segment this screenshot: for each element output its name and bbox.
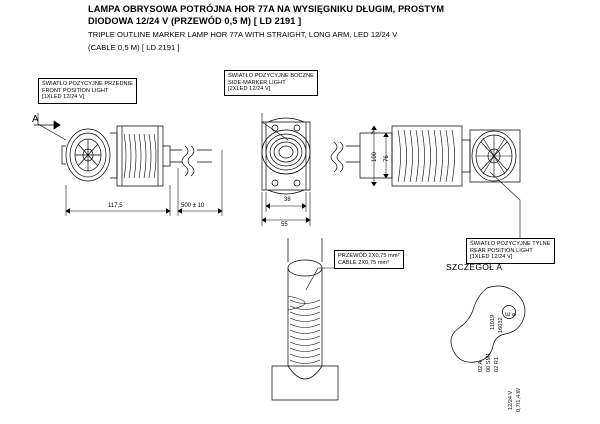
callout-side-line3: [2XLED 12/24 V]	[228, 86, 271, 93]
dimension-label-100: 100	[372, 151, 378, 162]
title-main-line1: LAMPA OBRYSOWA POTRÓJNA HOR 77A NA WYSIĘGNIKU DŁUGIM, PROSTYM	[88, 4, 445, 14]
title-sub-line1: TRIPLE OUTLINE MARKER LAMP HOR 77A WITH STRAIGHT, LONG ARM, LED 12/24 V	[88, 30, 398, 39]
marking-voltage: 12/24 V	[508, 390, 514, 410]
callout-front-position-light	[38, 78, 137, 104]
callout-rear-line1: ŚWIATŁO POZYCYJNE TYLNE	[470, 241, 551, 247]
cable-left	[170, 146, 212, 176]
side-marker-lamp-front-view	[262, 118, 310, 194]
callout-front-line1: ŚWIATŁO POZYCYJNE PRZEDNIE	[42, 81, 134, 87]
callout-cable-line2: CABLE 2X0,75 mm²	[338, 259, 390, 266]
dimension-label-117-5: 117,5	[108, 203, 123, 209]
bellows-rings	[290, 300, 320, 364]
dimension-117-5	[66, 185, 170, 216]
callout-side-marker-light	[224, 70, 318, 96]
dimension-label-500: 500 ± 10	[181, 203, 205, 209]
mounting-bracket-left	[110, 126, 170, 186]
detail-a-title: SZCZEGÓŁ A	[446, 262, 503, 272]
e-mark-number: 9	[512, 313, 518, 316]
dimension-label-38: 38	[284, 197, 291, 203]
front-lamp-head-left	[62, 129, 110, 181]
approval-number-2: 16032	[498, 317, 504, 333]
bottom-cable-view	[272, 238, 338, 400]
callout-front-line3: [1XLED 12/24 V]	[42, 94, 85, 101]
callout-cable-line1: PRZEWÓD 2X0,75 mm²	[338, 253, 400, 259]
callout-side-line2: SIDE-MARKER LIGHT	[228, 79, 286, 86]
callout-side-line1: ŚWIATŁO POZYCYJNE BOCZNE	[228, 73, 314, 79]
marking-code-line3: 02 R1	[494, 357, 500, 372]
marking-power: 0,7/1,4 W	[516, 388, 522, 412]
callout-cable	[334, 250, 404, 269]
marking-code-line2: 00 SM1	[486, 352, 492, 372]
callout-rear-position-light	[466, 238, 555, 264]
detail-a-shape	[451, 286, 525, 362]
approval-number-1: 11919	[490, 314, 496, 330]
title-sub-line2: (CABLE 0,5 M) [ LD 2191 ]	[88, 43, 180, 52]
dimension-label-76: 76	[384, 155, 390, 162]
dimension-label-55: 55	[281, 222, 288, 228]
section-letter-a: A	[32, 114, 39, 125]
rear-lamp-assembly-right	[331, 126, 520, 186]
title-main-line2: DIODOWA 12/24 V (PRZEWÓD 0,5 M) [ LD 2191 ]	[88, 15, 302, 26]
callout-front-line2: FRONT POSITION LIGHT	[42, 87, 109, 94]
e-mark-letter: E	[506, 311, 512, 316]
marking-code-line1: 02 A	[478, 360, 484, 372]
callout-rear-line3: [1XLED 12/24 V]	[470, 254, 513, 261]
callout-rear-line2: REAR POSITION LIGHT	[470, 247, 533, 254]
